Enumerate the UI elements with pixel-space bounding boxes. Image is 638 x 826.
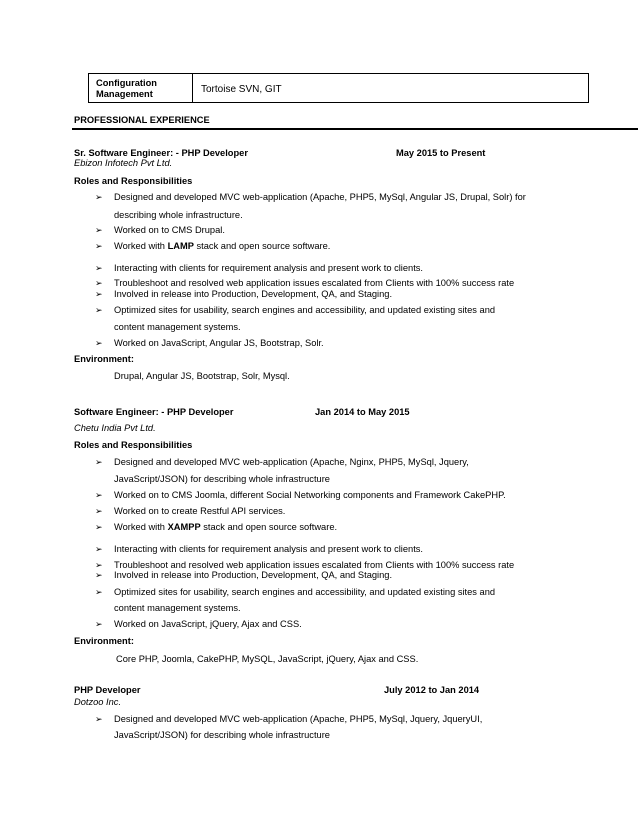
job3-company: Dotzoo Inc.	[74, 697, 122, 707]
job2-bullet-4	[114, 522, 337, 532]
job2-bullet-9: Worked on JavaScript, jQuery, Ajax and CSS.	[114, 619, 302, 629]
bullet-arrow-icon: ➢	[95, 338, 103, 348]
job2-bullet-4-a: Worked with	[114, 522, 165, 532]
bullet-arrow-icon: ➢	[95, 192, 103, 202]
job3-title: PHP Developer	[74, 685, 141, 695]
job2-bullet-8-cont: content management systems.	[114, 603, 241, 613]
job3-bullet-1-cont: JavaScript/JSON) for describing whole infrastructure	[114, 730, 330, 740]
bullet-arrow-icon: ➢	[95, 289, 103, 299]
bullet-arrow-icon: ➢	[95, 278, 103, 288]
job1-env-value: Drupal, Angular JS, Bootstrap, Solr, Mysql.	[114, 371, 290, 381]
bullet-arrow-icon: ➢	[95, 570, 103, 580]
job1-bullet-3	[114, 241, 330, 251]
job1-bullet-2: Worked on to CMS Drupal.	[114, 225, 225, 235]
job2-bullet-8: Optimized sites for usability, search engines and accessibility, and updated existing sites and	[114, 587, 496, 597]
job1-bullet-4: Interacting with clients for requirement analysis and present work to clients.	[114, 263, 424, 273]
config-label	[96, 78, 186, 100]
config-label-cell	[89, 74, 193, 102]
job2-title: Software Engineer: - PHP Developer	[74, 407, 234, 417]
job1-bullet-7: Optimized sites for usability, search engines and accessibility, and updated existing sites and	[114, 305, 496, 315]
job2-bullet-3: Worked on to create Restful API services.	[114, 506, 286, 516]
job3-bullet-1: Designed and developed MVC web-application (Apache, PHP5, MySql, Jquery, JqueryUI,	[114, 714, 483, 724]
bullet-arrow-icon: ➢	[95, 490, 103, 500]
job2-bullet-1: Designed and developed MVC web-application (Apache, Nginx, PHP5, MySql, Jquery,	[114, 457, 469, 467]
job2-env-heading: Environment:	[74, 636, 134, 646]
bullet-arrow-icon: ➢	[95, 241, 103, 251]
bullet-arrow-icon: ➢	[95, 305, 103, 315]
bullet-arrow-icon: ➢	[95, 506, 103, 516]
bullet-arrow-icon: ➢	[95, 560, 103, 570]
job1-roles-heading: Roles and Responsibilities	[74, 176, 193, 186]
bullet-arrow-icon: ➢	[95, 619, 103, 629]
job1-bullet-8: Worked on JavaScript, Angular JS, Bootstrap, Solr.	[114, 338, 324, 348]
job2-env-value: Core PHP, Joomla, CakePHP, MySQL, JavaScript, jQuery, Ajax and CSS.	[116, 654, 419, 664]
section-divider	[72, 128, 638, 130]
configuration-table	[88, 73, 589, 103]
config-value: Tortoise SVN, GIT	[201, 84, 282, 95]
job1-company: Ebizon Infotech Pvt Ltd.	[74, 158, 173, 168]
job1-bullet-1: Designed and developed MVC web-application (Apache, PHP5, MySql, Angular JS, Drupal, Solr) for	[114, 192, 526, 202]
job2-dates: Jan 2014 to May 2015	[315, 407, 410, 417]
job2-roles-heading: Roles and Responsibilities	[74, 440, 193, 450]
bullet-arrow-icon: ➢	[95, 587, 103, 597]
job3-dates: July 2012 to Jan 2014	[384, 685, 480, 695]
job1-bullet-6: Involved in release into Production, Development, QA, and Staging.	[114, 289, 393, 299]
job2-bullet-2: Worked on to CMS Joomla, different Social Networking components and Framework CakePHP.	[114, 490, 506, 500]
bullet-arrow-icon: ➢	[95, 263, 103, 273]
bullet-arrow-icon: ➢	[95, 714, 103, 724]
section-title: PROFESSIONAL EXPERIENCE	[74, 115, 210, 125]
bullet-arrow-icon: ➢	[95, 544, 103, 554]
job1-bullet-7-cont: content management systems.	[114, 322, 241, 332]
job1-bullet-3-a: Worked with	[114, 241, 165, 251]
job2-bullet-5: Interacting with clients for requirement analysis and present work to clients.	[114, 544, 424, 554]
job2-bullet-7: Involved in release into Production, Development, QA, and Staging.	[114, 570, 393, 580]
job1-bullet-3-lamp: LAMP	[167, 241, 194, 251]
job1-dates: May 2015 to Present	[396, 148, 486, 158]
bullet-arrow-icon: ➢	[95, 225, 103, 235]
job2-bullet-4-xampp: XAMPP	[167, 522, 201, 532]
job2-bullet-6: Troubleshoot and resolved web application issues escalated from Clients with 100% success rate	[114, 560, 515, 570]
bullet-arrow-icon: ➢	[95, 457, 103, 467]
job1-title: Sr. Software Engineer: - PHP Developer	[74, 148, 248, 158]
job1-bullet-5: Troubleshoot and resolved web application issues escalated from Clients with 100% success rate	[114, 278, 515, 288]
job2-company: Chetu India Pvt Ltd.	[74, 423, 156, 433]
job1-bullet-3-b: stack and open source software.	[196, 241, 331, 251]
job2-bullet-4-b: stack and open source software.	[203, 522, 338, 532]
config-label-line1: Configuration	[96, 78, 157, 88]
bullet-arrow-icon: ➢	[95, 522, 103, 532]
job1-bullet-1-cont: describing whole infrastructure.	[114, 210, 243, 220]
job1-env-heading: Environment:	[74, 354, 134, 364]
config-label-line2: Management	[96, 89, 153, 99]
job2-bullet-1-cont: JavaScript/JSON) for describing whole infrastructure	[114, 474, 330, 484]
